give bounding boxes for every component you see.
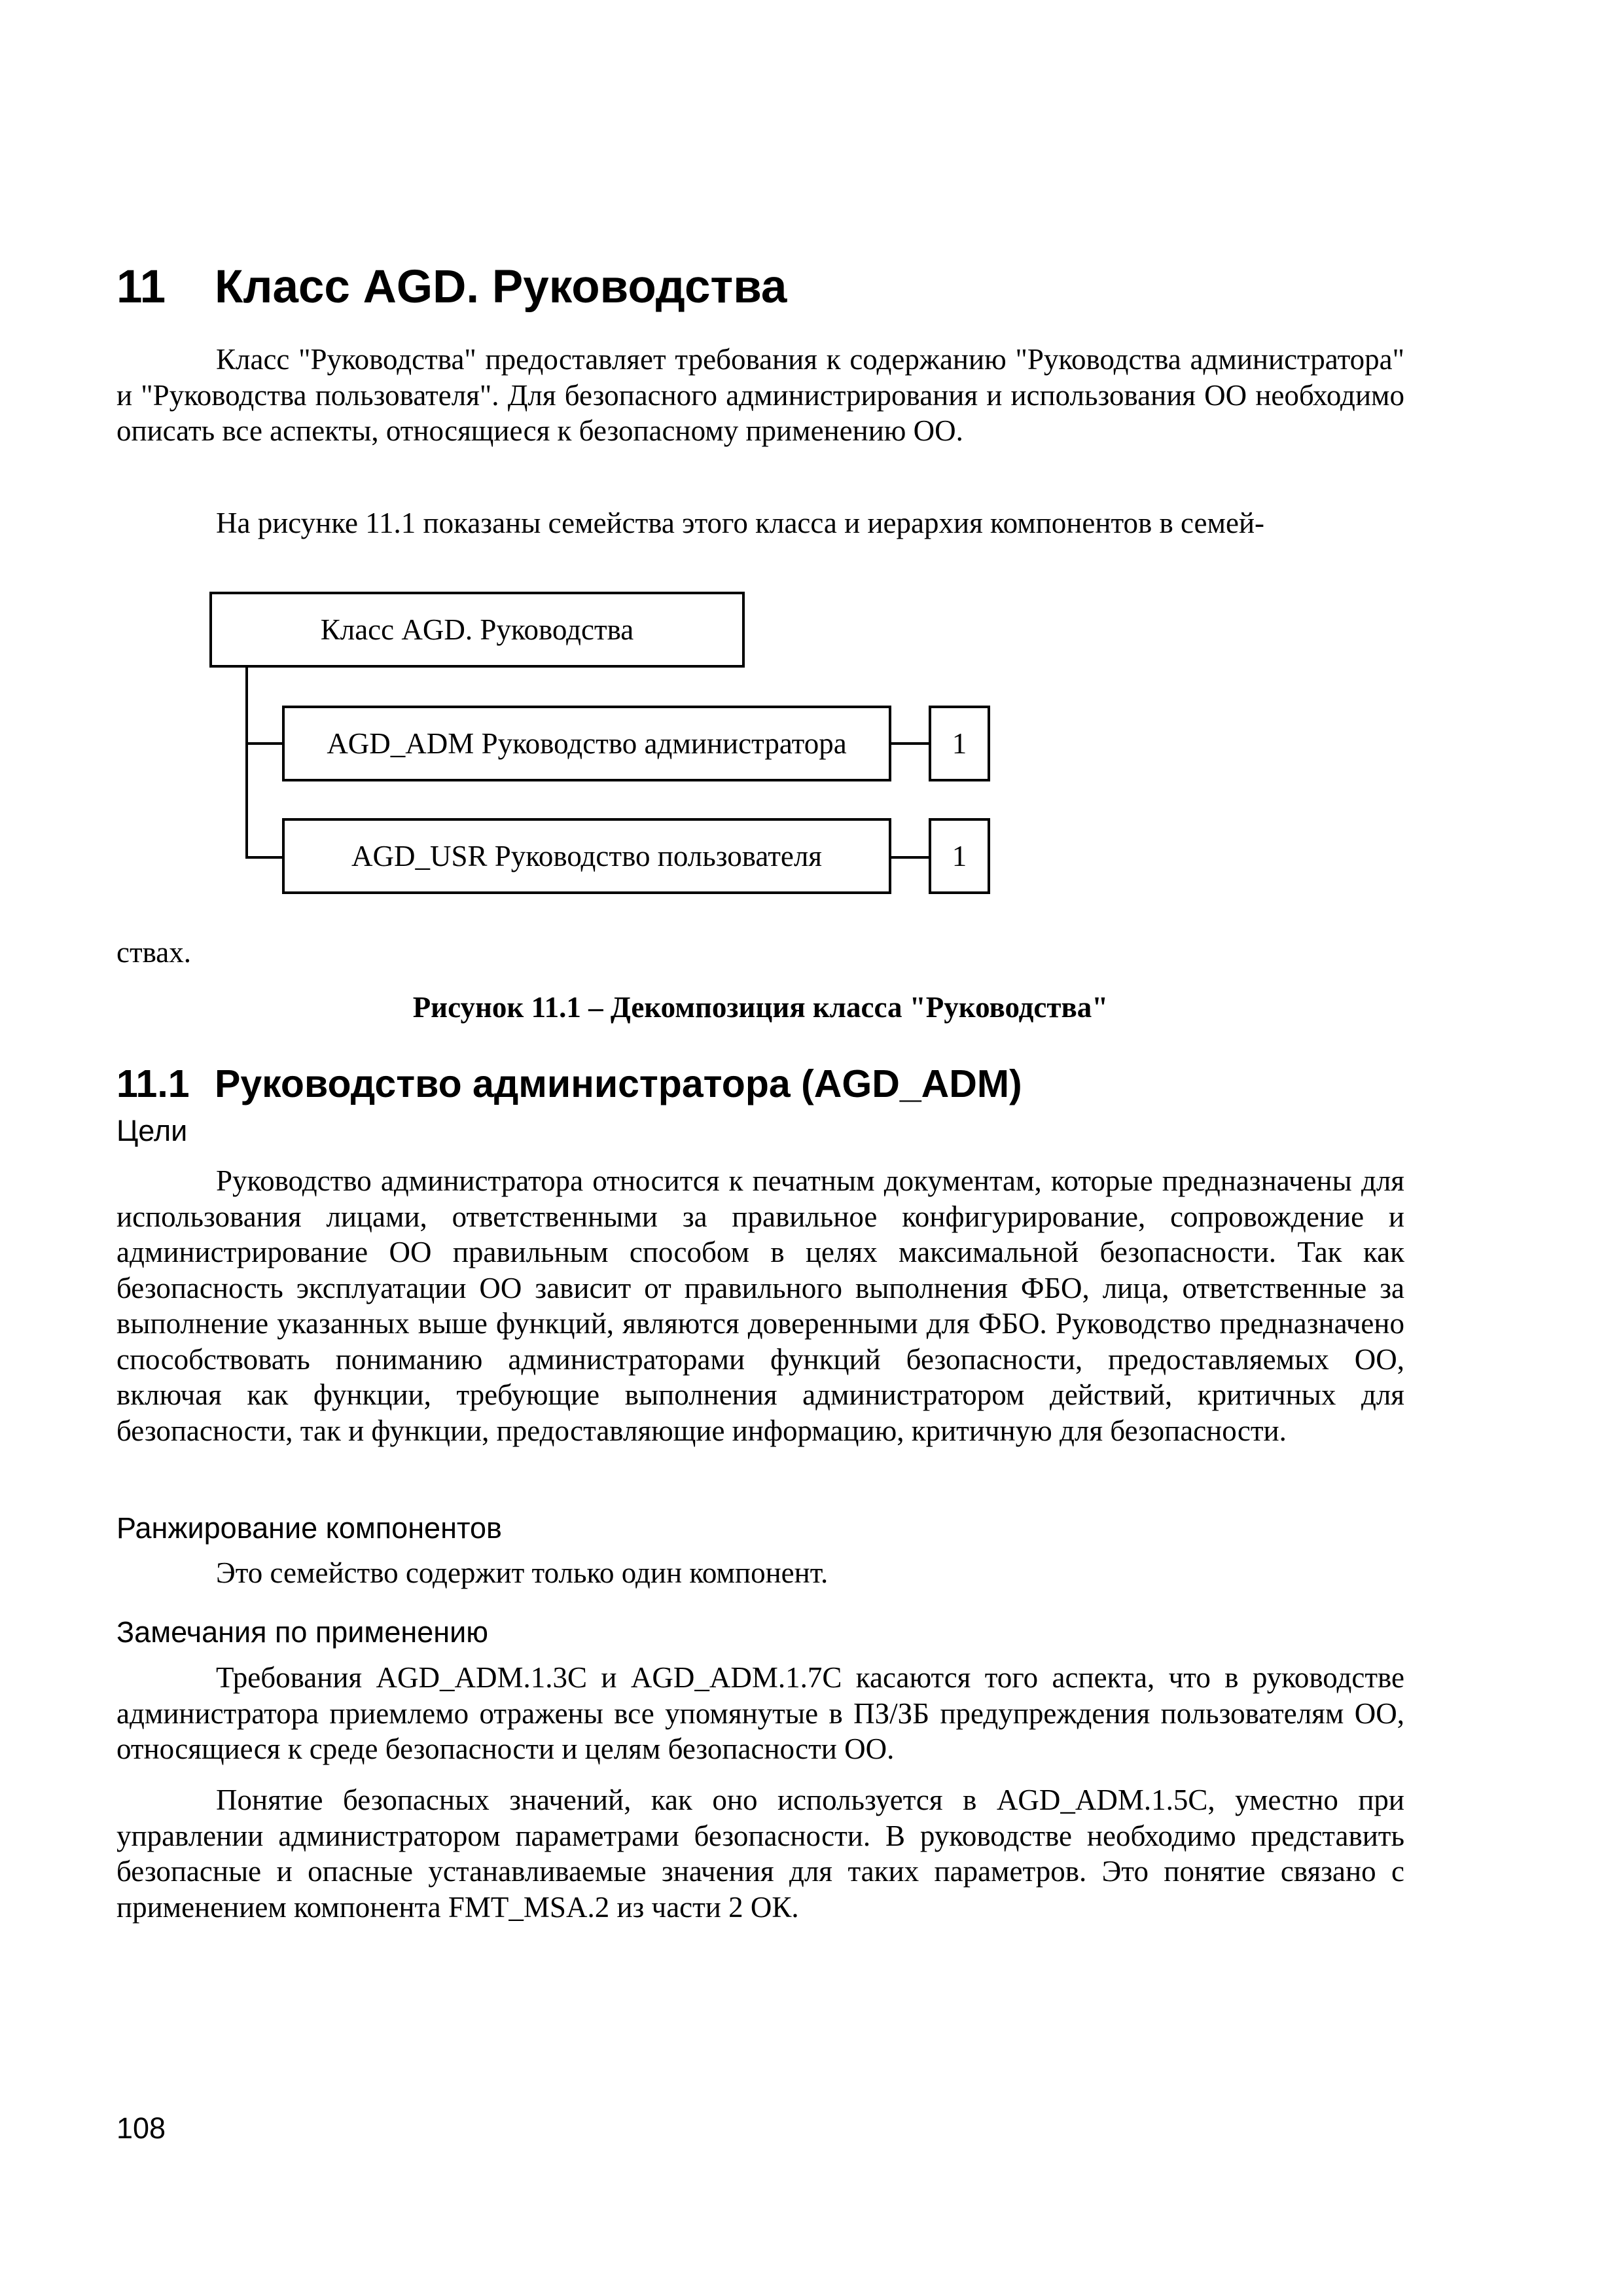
- class-box: Класс AGD. Руководства: [209, 592, 745, 668]
- goals-heading: Цели: [116, 1114, 188, 1147]
- section-number: 11.1: [116, 1062, 190, 1105]
- branch-line-adm: [245, 742, 283, 745]
- section-heading: [116, 1062, 1022, 1106]
- notes-paragraph-2: Понятие безопасных значений, как оно используется в AGD_ADM.1.5C, уместно при управлении администратором параметрами безопасности. В руководстве необходимо представить безопасные и опасные устанавливаемые значения для таких параметров. Это понятие связано с применением компонента FMT_MSA.2 из части 2 ОК.: [116, 1784, 1404, 1924]
- chapter-number: 11: [116, 261, 166, 313]
- connector-adm: [891, 742, 929, 745]
- ranking-heading: Ранжирование компонентов: [116, 1511, 502, 1545]
- figure-caption: Рисунок 11.1 – Декомпозиция класса "Руководства": [412, 991, 1109, 1024]
- figure-reference-line: На рисунке 11.1 показаны семейства этого класса и иерархия компонентов в семей-: [216, 507, 1265, 539]
- page-number: 108: [116, 2111, 166, 2145]
- chapter-title: Класс AGD. Руководства: [215, 261, 787, 313]
- family-box-usr: AGD_USR Руководство пользователя: [282, 818, 891, 894]
- chapter-heading: [116, 260, 787, 314]
- tree-trunk-line: [245, 668, 248, 859]
- section-title: Руководство администратора (AGD_ADM): [215, 1062, 1022, 1105]
- ranking-paragraph: Это семейство содержит только один компонент.: [216, 1556, 829, 1589]
- intro-paragraph: Класс "Руководства" предоставляет требования к содержанию "Руководства администратора" и "Руководства пользователя". Для безопасного администрирования и использования ОО необходимо описать все аспекты, относящиеся к безопасному применению ОО.: [116, 343, 1404, 447]
- component-box-adm: 1: [929, 706, 990, 781]
- connector-usr: [891, 856, 929, 859]
- family-box-adm: AGD_ADM Руководство администратора: [282, 706, 891, 781]
- figure-reference-continuation: ствах.: [116, 936, 192, 969]
- branch-line-usr: [245, 856, 283, 859]
- notes-paragraph-1: Требования AGD_ADM.1.3C и AGD_ADM.1.7C касаются того аспекта, что в руководстве администратора приемлемо отражены все упомянутые в ПЗ/ЗБ предупреждения пользователям ОО, относящиеся к среде безопасности и целям безопасности ОО.: [116, 1661, 1404, 1765]
- component-box-usr: 1: [929, 818, 990, 894]
- goals-paragraph: Руководство администратора относится к печатным документам, которые предназначены для использования лицами, ответственными за правильное конфигурирование, сопровождение и администрирование ОО правильным способом в целях максимальной безопасности. Так как безопасность эксплуатации ОО зависит от правильного выполнения ФБО, лица, ответственные за выполнение указанных выше функций, являются доверенными для ФБО. Руководство предназначено способствовать пониманию администраторами функций безопасности, предоставляемых ОО, включая как функции, требующие выполнения администратором действий, критичных для безопасности, так и функции, предоставляющие информацию, критичную для безопасности.: [116, 1164, 1404, 1447]
- notes-heading: Замечания по применению: [116, 1615, 489, 1649]
